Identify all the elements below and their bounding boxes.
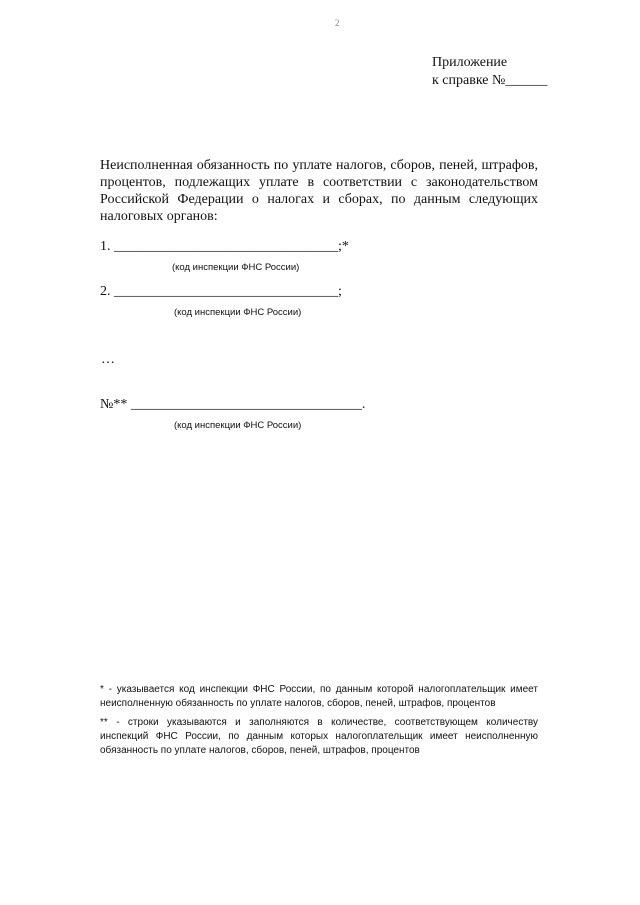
entry-hint-2: (код инспекции ФНС России) [174, 307, 302, 318]
main-paragraph [100, 157, 538, 225]
entry-line-2: 2. ________________________________; [100, 284, 342, 299]
entry-hint-1: (код инспекции ФНС России) [172, 262, 300, 273]
entry-line-last: №** _________________________________. [100, 397, 366, 412]
footnote-2: ** - строки указываются и заполняются в количестве, соответствующем количеству инспекций ФНС России, по данным которых налогоплательщик имеет неисполненную обязанность по уплате налогов, сборов, пеней, штрафов, процентов [100, 717, 538, 756]
footnote-1: * - указывается код инспекции ФНС России, по данным которой налогоплательщик имеет неисполненную обязанность по уплате налогов, сборов, пеней, штрафов, процентов [100, 684, 538, 709]
entry-hint-last: (код инспекции ФНС России) [174, 420, 302, 431]
entry-line-1: 1. ________________________________;* [100, 239, 349, 254]
page-number: 2 [335, 18, 340, 28]
appendix-header [432, 54, 547, 90]
appendix-reference: к справке №______ [432, 73, 548, 88]
main-text: Неисполненная обязанность по уплате налогов, сборов, пеней, штрафов, процентов, подлежащих уплате в соответствии с законодательством Российской Федерации о налогах и сборах, по данным следующих налоговых органов: [100, 158, 538, 224]
ellipsis: … [101, 352, 115, 367]
appendix-title: Приложение [432, 55, 508, 70]
